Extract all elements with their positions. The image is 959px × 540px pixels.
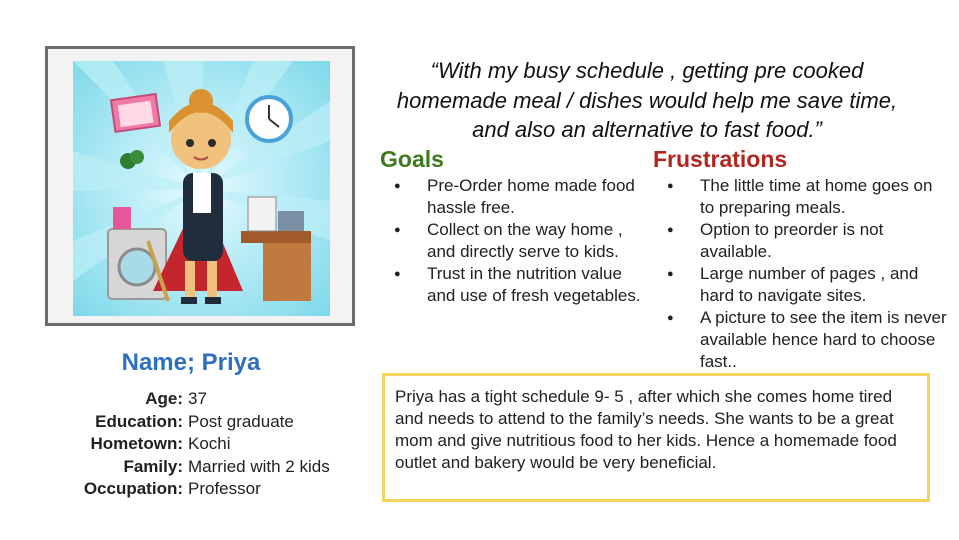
fact-hometown xyxy=(40,433,330,456)
fact-label: Education: xyxy=(95,411,183,431)
goals-list xyxy=(381,175,651,307)
fact-label: Age: xyxy=(145,389,183,408)
persona-quote: “With my busy schedule , getting pre cooked homemade meal / dishes would help me save time, and also an alternative to fast food.” xyxy=(396,58,898,142)
frustration-item: ● Large number of pages , and hard to navigate sites. xyxy=(654,263,950,307)
fact-label: Family: xyxy=(123,456,183,476)
laptop-icon xyxy=(111,94,160,132)
persona-facts xyxy=(40,388,330,501)
goals-heading: Goals xyxy=(380,146,444,172)
frustrations-heading: Frustrations xyxy=(653,146,788,172)
fact-label: Occupation: xyxy=(83,479,183,498)
frustration-item: ● The little time at home goes on to preparing meals. xyxy=(654,175,950,219)
goal-item: ● Pre-Order home made food hassle free. xyxy=(381,175,651,219)
fact-education xyxy=(40,411,330,434)
clock-icon xyxy=(247,97,291,141)
frustrations-list xyxy=(654,175,950,373)
persona-summary: Priya has a tight schedule 9- 5 , after which she comes home tired and needs to attend to the family’s needs. She wants to be a great mom and give nutritious food to her kids. Hence a homemade food outlet and bakery would be very beneficial. xyxy=(382,373,930,502)
fact-family xyxy=(40,456,330,479)
fact-value: Kochi xyxy=(188,434,231,453)
fact-value: Professor xyxy=(188,479,261,498)
fact-value: 37 xyxy=(188,389,207,408)
frustration-item: ● Option to preorder is not available. xyxy=(654,219,950,263)
persona-photo-frame xyxy=(45,46,355,326)
goal-item: ● Trust in the nutrition value and use of fresh vegetables. xyxy=(381,263,651,307)
fact-value: Post graduate xyxy=(188,411,294,431)
fact-age xyxy=(40,388,330,411)
goal-item: ● Collect on the way home , and directly serve to kids. xyxy=(381,219,651,263)
fact-occupation xyxy=(40,478,330,501)
fact-label: Hometown: xyxy=(90,434,183,453)
persona-name: Name; Priya xyxy=(121,349,261,376)
persona-illustration xyxy=(73,61,330,316)
frustration-item: ● A picture to see the item is never available hence hard to choose fast.. xyxy=(654,307,950,373)
fact-value: Married with 2 kids xyxy=(188,456,330,476)
